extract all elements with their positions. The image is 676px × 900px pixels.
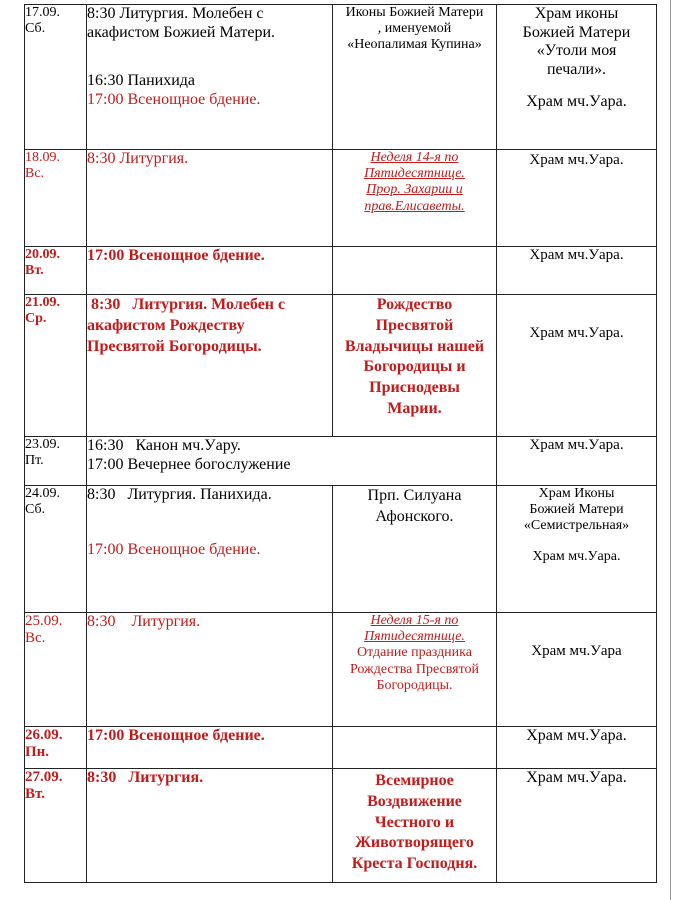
church-line: печали». [546,60,607,78]
service-line: 8:30 Литургия. [87,613,201,630]
service-line: акафистом Рождеству [87,316,245,334]
church-line: Храм мч.Уара [531,643,622,659]
table-row [25,150,657,247]
service-line: 8:30 Литургия. [87,150,189,167]
feast-line: Богородицы и [363,358,466,376]
date-cell [25,486,87,613]
church-line: Храм мч.Уара. [529,152,624,168]
date-weekday: Вс. [25,166,45,182]
church-cell [497,769,657,883]
feast-line: Приснодевы [369,379,460,397]
feast-line: Честного и [374,813,455,831]
services-cell [87,150,333,247]
service-line: 8:30 Литургия. [87,769,204,786]
church-line: Храм мч.Уара. [529,247,624,263]
church-line: Божией Матери [522,23,631,41]
services-cell [87,5,333,150]
services-cell [87,486,333,613]
church-line: Храм иконы [534,5,619,22]
services-cell [87,247,333,295]
feast-line: Животворящего [355,834,474,852]
date-cell [25,613,87,727]
date-day: 23.09. [25,437,60,452]
feast-cell [333,150,497,247]
service-line: 17:00 Всенощное бдение. [87,90,261,108]
table-row [25,486,657,613]
date-weekday: Сб. [25,21,46,37]
church-line: Храм мч.Уара. [526,769,627,786]
feast-line: Владычицы нашей [344,337,485,355]
church-cell [497,437,657,486]
feast-line: Отдание праздника [357,645,472,661]
feast-line: Прор. Захарии и [366,182,463,198]
feast-line: «Неопалимая Купина» [347,37,482,53]
church-cell [497,5,657,150]
feast-line: Рождество [376,296,453,313]
church-line: «Семистрельная» [523,518,630,534]
table-row [25,295,657,437]
date-weekday: Вт. [25,786,45,803]
service-line: 17:00 Всенощное бдение. [87,727,265,744]
feast-line: Всемирное [375,772,454,789]
date-day: 17.09. [25,5,60,20]
date-day: 26.09. [25,727,63,743]
feast-line: Рождества Пресвятой [349,661,480,677]
church-line: Храм мч.Уара. [529,437,624,453]
date-day: 24.09. [25,486,60,501]
date-cell [25,769,87,883]
feast-cell [333,613,497,727]
church-cell [497,295,657,437]
church-cell [497,727,657,769]
church-line: Храм Иконы [538,486,615,501]
feast-line: Неделя 15-я по [370,613,459,628]
service-line: 8:30 Литургия. Молебен с [87,296,286,313]
service-line: 16:30 Канон мч.Уару. [87,437,241,454]
church-cell [497,150,657,247]
service-line: 17:00 Всенощное бдение. [87,247,265,264]
date-weekday: Вс. [25,630,46,647]
date-weekday: Ср. [25,311,47,327]
feast-cell [333,486,497,613]
church-line: Храм мч.Уара. [526,93,627,111]
table-row [25,769,657,883]
services-cell [87,727,333,769]
church-cell [497,247,657,295]
date-day: 27.09. [25,769,63,785]
church-line: Храм мч.Уара. [532,548,621,564]
church-line: «Утоли моя [536,42,617,60]
table-row [25,727,657,769]
date-day: 25.09. [25,613,63,629]
table-row [25,437,657,486]
service-line: акафистом Божией Матери. [87,23,276,41]
service-line: Пресвятой Богородицы. [87,337,262,355]
feast-line: Пресвятой [375,316,454,334]
service-line: 17:00 Всенощное бдение. [87,540,261,558]
date-cell [25,150,87,247]
feast-cell [333,5,497,150]
feast-line: Афонского. [375,507,454,525]
feast-line: Иконы Божией Матери [345,5,484,20]
service-line: 17:00 Вечернее богослужение [87,455,291,473]
date-weekday: Вт. [25,263,44,279]
date-cell [25,437,87,486]
service-line: 8:30 Литургия. Молебен с [87,5,264,22]
date-day: 18.09. [25,150,60,165]
services-cell [87,769,333,883]
service-line: 8:30 Литургия. Панихида. [87,486,272,503]
date-weekday: Пт. [25,453,44,469]
feast-cell [333,247,497,295]
date-weekday: Сб. [25,502,46,518]
services-cell [87,437,497,486]
date-day: 20.09. [25,247,60,262]
date-cell [25,5,87,150]
feast-line: Воздвижение [367,792,462,810]
church-line: Храм мч.Уара. [529,325,624,341]
feast-line: Пятидесятнице. [364,166,465,182]
church-line: Божией Матери [529,502,624,518]
feast-line: Пятидесятнице. [364,629,465,645]
date-cell [25,247,87,295]
feast-line: Неделя 14-я по [370,150,459,165]
feast-line: прав.Елисаветы. [364,198,465,214]
church-cell [497,613,657,727]
feast-line: , именуемой [377,21,452,37]
feast-line: Креста Господня. [351,855,478,873]
church-line: Храм мч.Уара. [526,727,627,744]
table-row [25,613,657,727]
service-line: 16:30 Панихида [87,72,196,90]
feast-cell [333,769,497,883]
church-cell [497,486,657,613]
table-row [25,5,657,150]
feast-line: Марии. [387,399,442,417]
services-cell [87,613,333,727]
feast-line: Богородицы. [376,677,453,693]
feast-line: Прп. Силуана [367,487,462,504]
date-cell [25,727,87,769]
date-day: 21.09. [25,295,60,310]
table-row [25,247,657,295]
date-weekday: Пн. [25,744,50,761]
services-cell [87,295,333,437]
feast-cell [333,727,497,769]
schedule-table [24,4,657,883]
date-cell [25,295,87,437]
feast-cell [333,295,497,437]
